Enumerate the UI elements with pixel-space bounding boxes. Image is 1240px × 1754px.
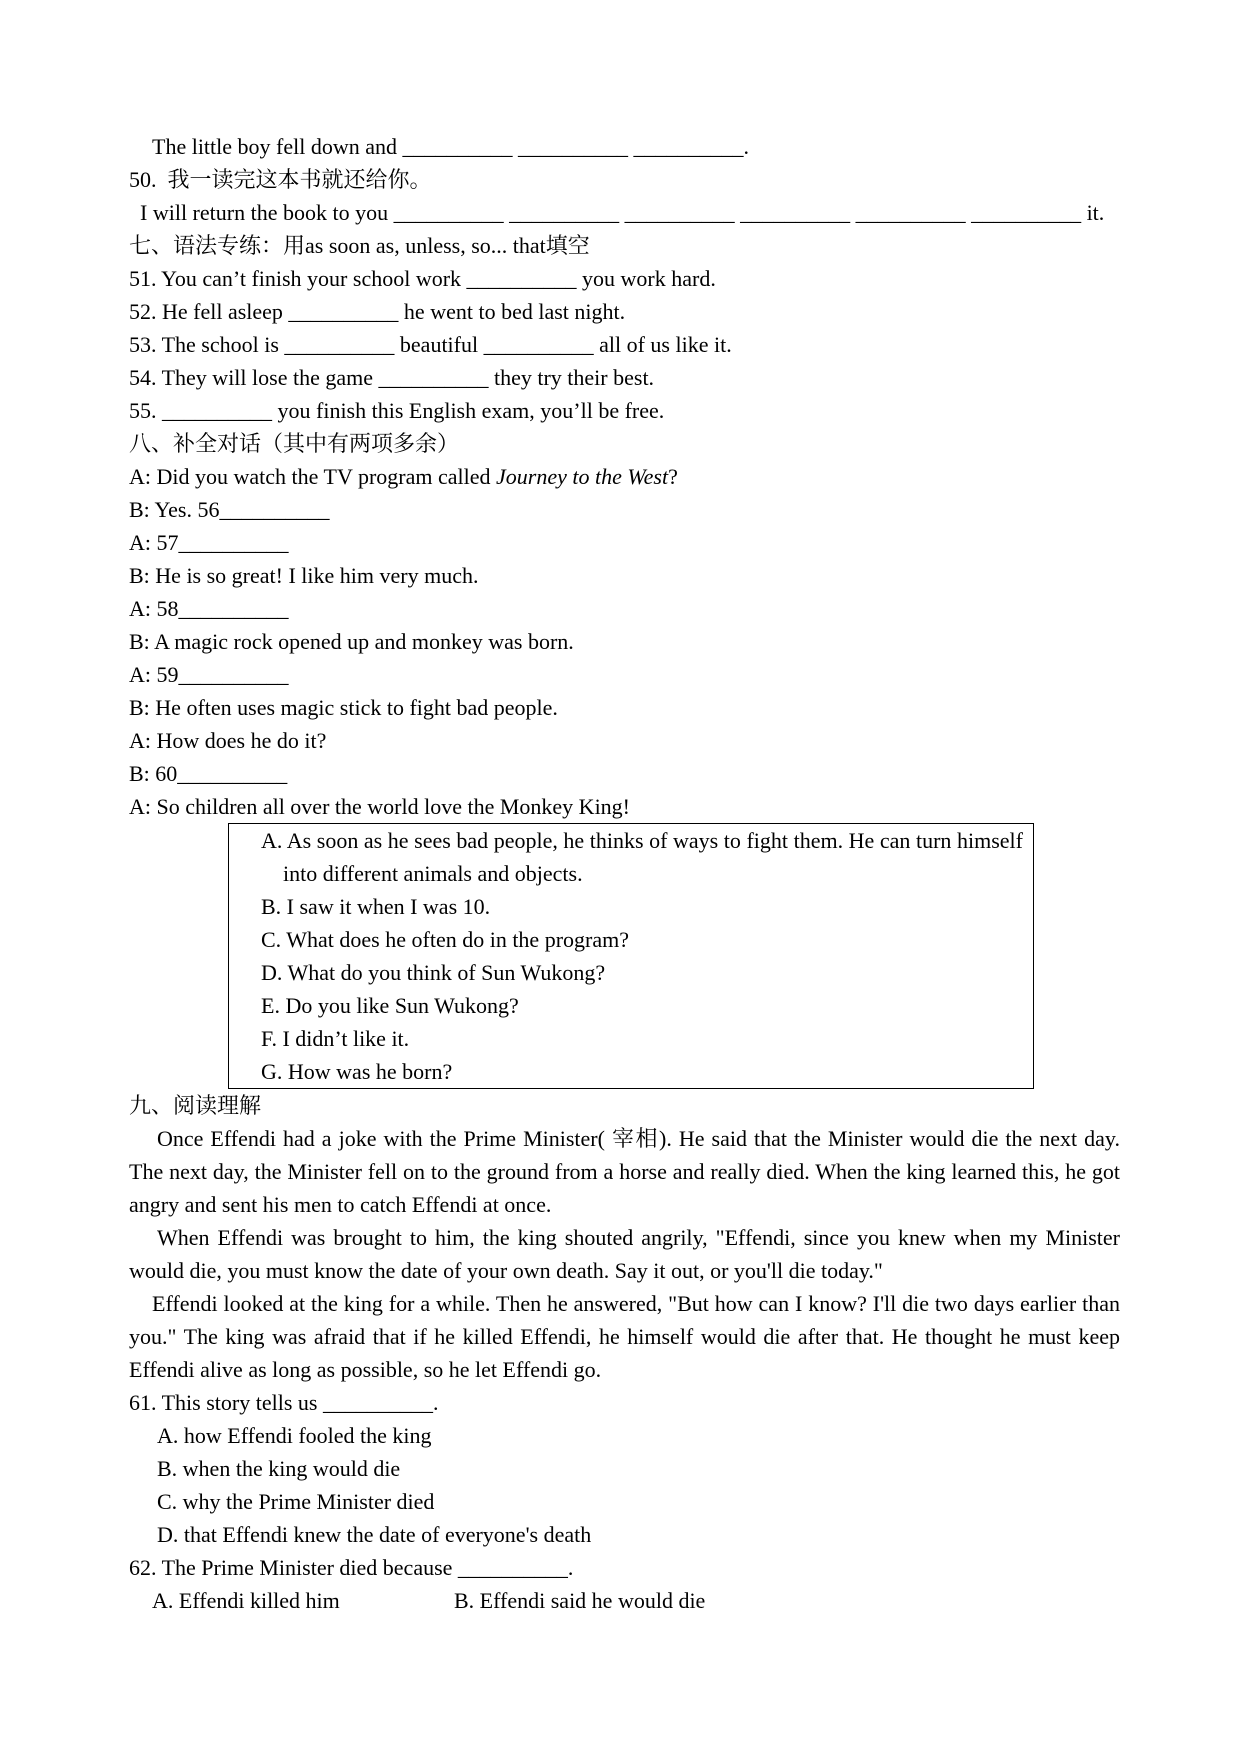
dialog-a1-suffix: ? [668,464,678,489]
question-62-option-b: B. Effendi said he would die [454,1588,706,1613]
question-54: 54. They will lose the game __________ they try their best. [129,365,655,390]
dialog-line-a3: A: 58__________ [129,596,289,621]
question-62-option-a: A. Effendi killed him [152,1588,340,1613]
dialog-line-b4: B: He often uses magic stick to fight bad people. [129,695,558,720]
dialog-line-b5: B: 60__________ [129,761,288,786]
question-61-option-d: D. that Effendi knew the date of everyone's death [157,1522,592,1547]
dialog-option-c: C. What does he often do in the program? [261,927,629,952]
dialog-line-a6: A: So children all over the world love the Monkey King! [129,794,631,819]
question-50: 50. 我一读完这本书就还给你。 [129,167,432,192]
reading-paragraph-1: Once Effendi had a joke with the Prime Minister( 宰相). He said that the Minister would die the next day. The next day, the Minister fell on to the ground from a horse and really died. When the king learned this, he got angry and sent his men to catch Effendi at once. [129,1126,1120,1217]
question-49-answer-line: The little boy fell down and __________ __________ __________. [152,134,749,159]
question-50-answer-line: I will return the book to you __________ __________ __________ __________ __________ __________ it. [140,200,1105,225]
dialog-option-a: A. As soon as he sees bad people, he thinks of ways to fight them. He can turn himself into different animals and objects. [261,828,1023,886]
dialog-line-b2: B: He is so great! I like him very much. [129,563,479,588]
dialog-line-b3: B: A magic rock opened up and monkey was born. [129,629,574,654]
dialog-option-d: D. What do you think of Sun Wukong? [261,960,606,985]
program-title: Journey to the West [496,464,669,489]
question-61-option-c: C. why the Prime Minister died [157,1489,435,1514]
dialog-line-a5: A: How does he do it? [129,728,327,753]
section-9-heading: 九、阅读理解 [129,1093,262,1118]
dialog-line-a4: A: 59__________ [129,662,289,687]
dialog-option-e: E. Do you like Sun Wukong? [261,993,519,1018]
section-8-heading: 八、补全对话（其中有两项多余） [129,431,460,456]
question-52: 52. He fell asleep __________ he went to bed last night. [129,299,626,324]
reading-paragraph-3: Effendi looked at the king for a while. Then he answered, "But how can I know? I'll die two days earlier than you." The king was afraid that if he killed Effendi, he himself would die after that. He thought he must keep Effendi alive as long as possible, so he let Effendi go. [129,1291,1120,1382]
worksheet-content [129,130,1120,1617]
question-61-stem: 61. This story tells us __________. [129,1390,439,1415]
dialog-options-box [228,823,1034,1089]
dialog-option-b: B. I saw it when I was 10. [261,894,491,919]
dialog-a1-prefix: A: Did you watch the TV program called [129,464,496,489]
dialog-line-a1 [129,460,1120,493]
dialog-line-b1: B: Yes. 56__________ [129,497,330,522]
question-53: 53. The school is __________ beautiful __________ all of us like it. [129,332,732,357]
question-61-option-b: B. when the king would die [157,1456,401,1481]
reading-paragraph-2: When Effendi was brought to him, the king shouted angrily, "Effendi, since you knew when my Minister would die, you must know the date of your own death. Say it out, or you'll die today." [129,1225,1120,1283]
question-51: 51. You can’t finish your school work __________ you work hard. [129,266,716,291]
question-55: 55. __________ you finish this English exam, you’ll be free. [129,398,665,423]
dialog-option-g: G. How was he born? [261,1059,453,1084]
question-62-options-row [129,1584,1120,1617]
dialog-line-a2: A: 57__________ [129,530,289,555]
section-7-heading: 七、语法专练：用as soon as, unless, so... that填空 [129,233,590,258]
question-61-option-a: A. how Effendi fooled the king [157,1423,432,1448]
question-62-stem: 62. The Prime Minister died because __________. [129,1555,574,1580]
dialog-option-f: F. I didn’t like it. [261,1026,410,1051]
